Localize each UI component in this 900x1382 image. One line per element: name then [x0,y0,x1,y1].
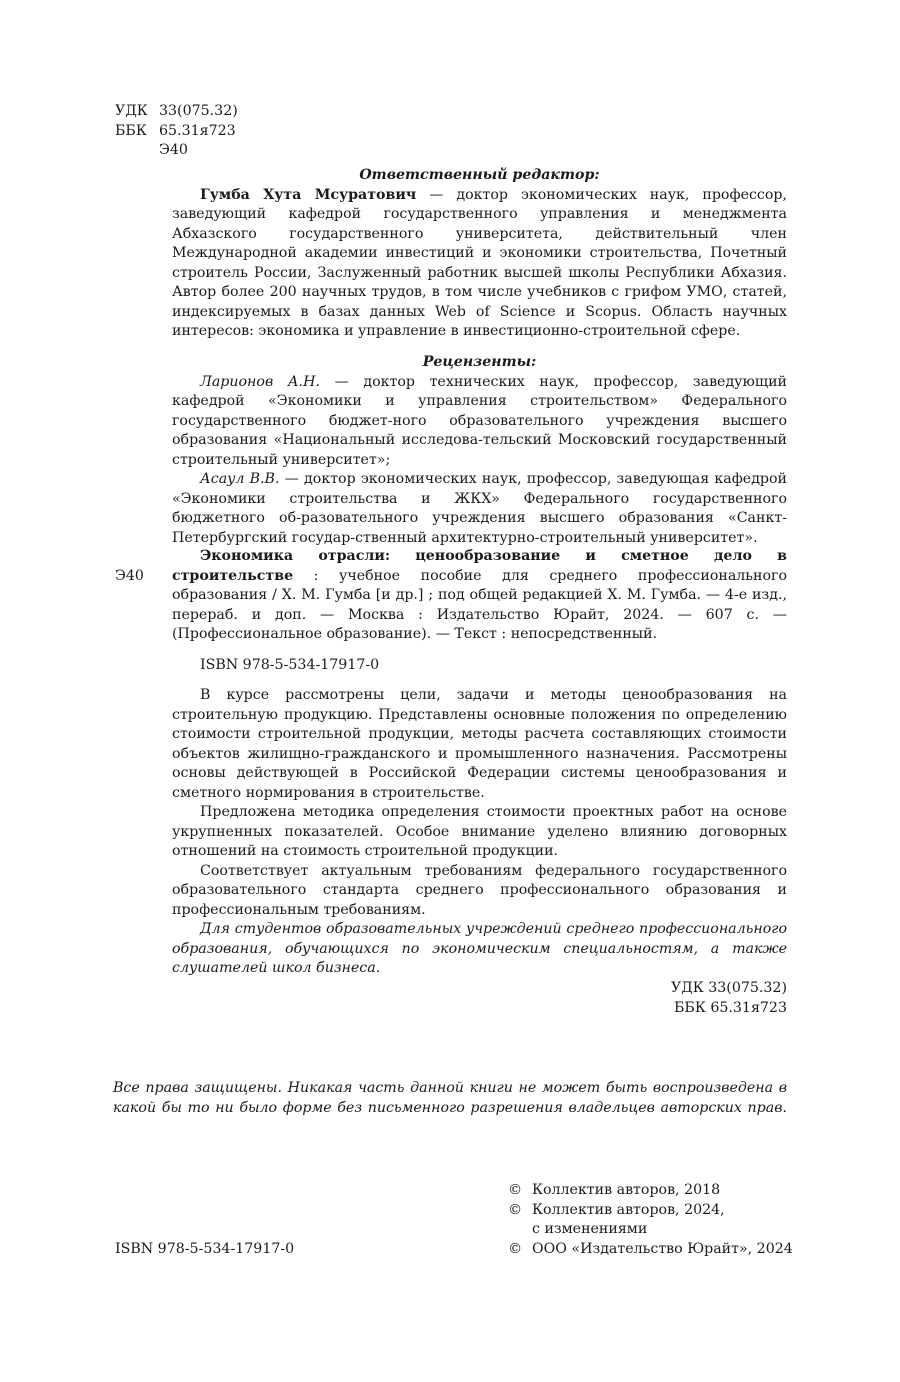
bibliographic-text [172,547,787,645]
book-title: Экономика отрасли: ценообразование и сметное дело в строительстве [172,548,787,584]
reviewer-text: — доктор технических наук, профессор, заведующий кафедрой «Экономики и управления строительством» Федерального государственного бюджет-ного образовательного учреждения высшего образования «Национальный исследова-тельский Московский государственный строительный университет»; [172,373,787,468]
reviewer-item [172,470,787,548]
copyright-text: с изменениями [532,1221,648,1237]
bibliographic-details: : учебное пособие для среднего профессионального образования / Х. М. Гумба [и др.] ; под общей редакцией Х. М. Гумба. — 4-е изд., перераб. и доп. — Москва : Издательство Юрайт, 2024. — 607 с. — (Профессиональное образование). — Текст : непосредственный. [172,567,787,642]
copyright-continuation [508,1220,798,1240]
copyright-text: ООО «Издательство Юрайт», 2024 [532,1240,793,1257]
audience-note: Для студентов образовательных учреждений среднего профессионального образования, обучающихся по экономическим специальностям, а также слушателей школ бизнеса. [172,921,787,976]
udk-value: 33(075.32) [159,103,238,119]
reviewers-section [172,353,787,548]
copyright-symbol: © [508,1240,523,1257]
editor-name: Гумба Хута Мсуратович [200,186,417,203]
copyright-item [508,1181,798,1201]
annotation-section [172,686,787,979]
margin-author-code: Э40 [115,568,144,584]
editor-text: — доктор экономических наук, профессор, заведующий кафедрой государственного управления и менеджмента Абхазского государственного университета, действительный член Международной академии инвестиций и экономики строительства, Почетный строитель России, Заслуженный работник высшей школы Республики Абхазия. Автор более 200 научных трудов, в том числе учебников с грифом УМО, статей, индексируемых в базах данных Web of Science и Scopus. Область научных интересов: экономика и управление в инвестиционно-строительной сфере. [172,186,787,339]
copyright-list [508,1181,798,1259]
reviewers-heading: Рецензенты: [422,354,537,370]
udk-row [115,102,238,122]
bbk-value: 65.31я723 [159,122,236,139]
copyright-item [508,1240,798,1260]
annotation-paragraph: В курсе рассмотрены цели, задачи и методы ценообразования на строительную продукцию. Представлены основные положения по определению стоимости строительной продукции, методы расчета составляющих стоимости объектов жилищно-гражданского и промышленного назначения. Рассмотрены основы действующей в Российской Федерации системы ценообразования и сметного нормирования в строительстве. [172,687,787,801]
author-code: Э40 [159,142,188,158]
reviewer-item [172,373,787,471]
reviewer-text: — доктор экономических наук, профессор, заведующая кафедрой «Экономики строительства и ЖКХ» Федерального государственного бюджетного об-разовательного учреждения высшего образования «Санкт-Петербургский государ-ственный архитектурно-строительный университет». [172,471,788,546]
bbk-row [115,122,238,142]
copyright-item [508,1201,798,1221]
reviewer-name: Ларионов А.Н. [200,373,320,390]
editor-heading: Ответственный редактор: [359,167,600,183]
isbn-bottom: ISBN 978-5-534-17917-0 [115,1241,295,1257]
rights-notice: Все права защищены. Никакая часть данной книги не может быть воспроизведена в какой бы то ни было форме без письменного разрешения владельцев авторских прав. [113,1080,787,1116]
isbn: ISBN 978-5-534-17917-0 [200,657,380,673]
annotation-bbk: ББК 65.31я723 [674,999,787,1016]
annotation-codes [560,979,787,1018]
editor-section [172,166,787,342]
copyright-text: Коллектив авторов, 2018 [532,1182,721,1198]
copyright-text: Коллектив авторов, 2024, [532,1201,725,1218]
bbk-label: ББК [115,122,147,139]
classification-codes [115,102,238,161]
editor-paragraph [172,186,787,342]
udk-label: УДК [115,103,148,119]
bibliographic-record [172,547,787,645]
copyright-symbol: © [508,1182,523,1198]
reviewer-name: Асаул В.В. [200,471,280,487]
annotation-udk: УДК 33(075.32) [670,980,787,996]
annotation-paragraph: Соответствует актуальным требованиям федерального государственного образовательного стандарта среднего профессионального образования и профессиональным требованиям. [172,862,787,918]
copyright-symbol: © [508,1201,523,1218]
annotation-paragraph: Предложена методика определения стоимости проектных работ на основе укрупненных показателей. Особое внимание уделено влиянию договорных отношений на стоимость строительной продукции. [172,804,787,859]
